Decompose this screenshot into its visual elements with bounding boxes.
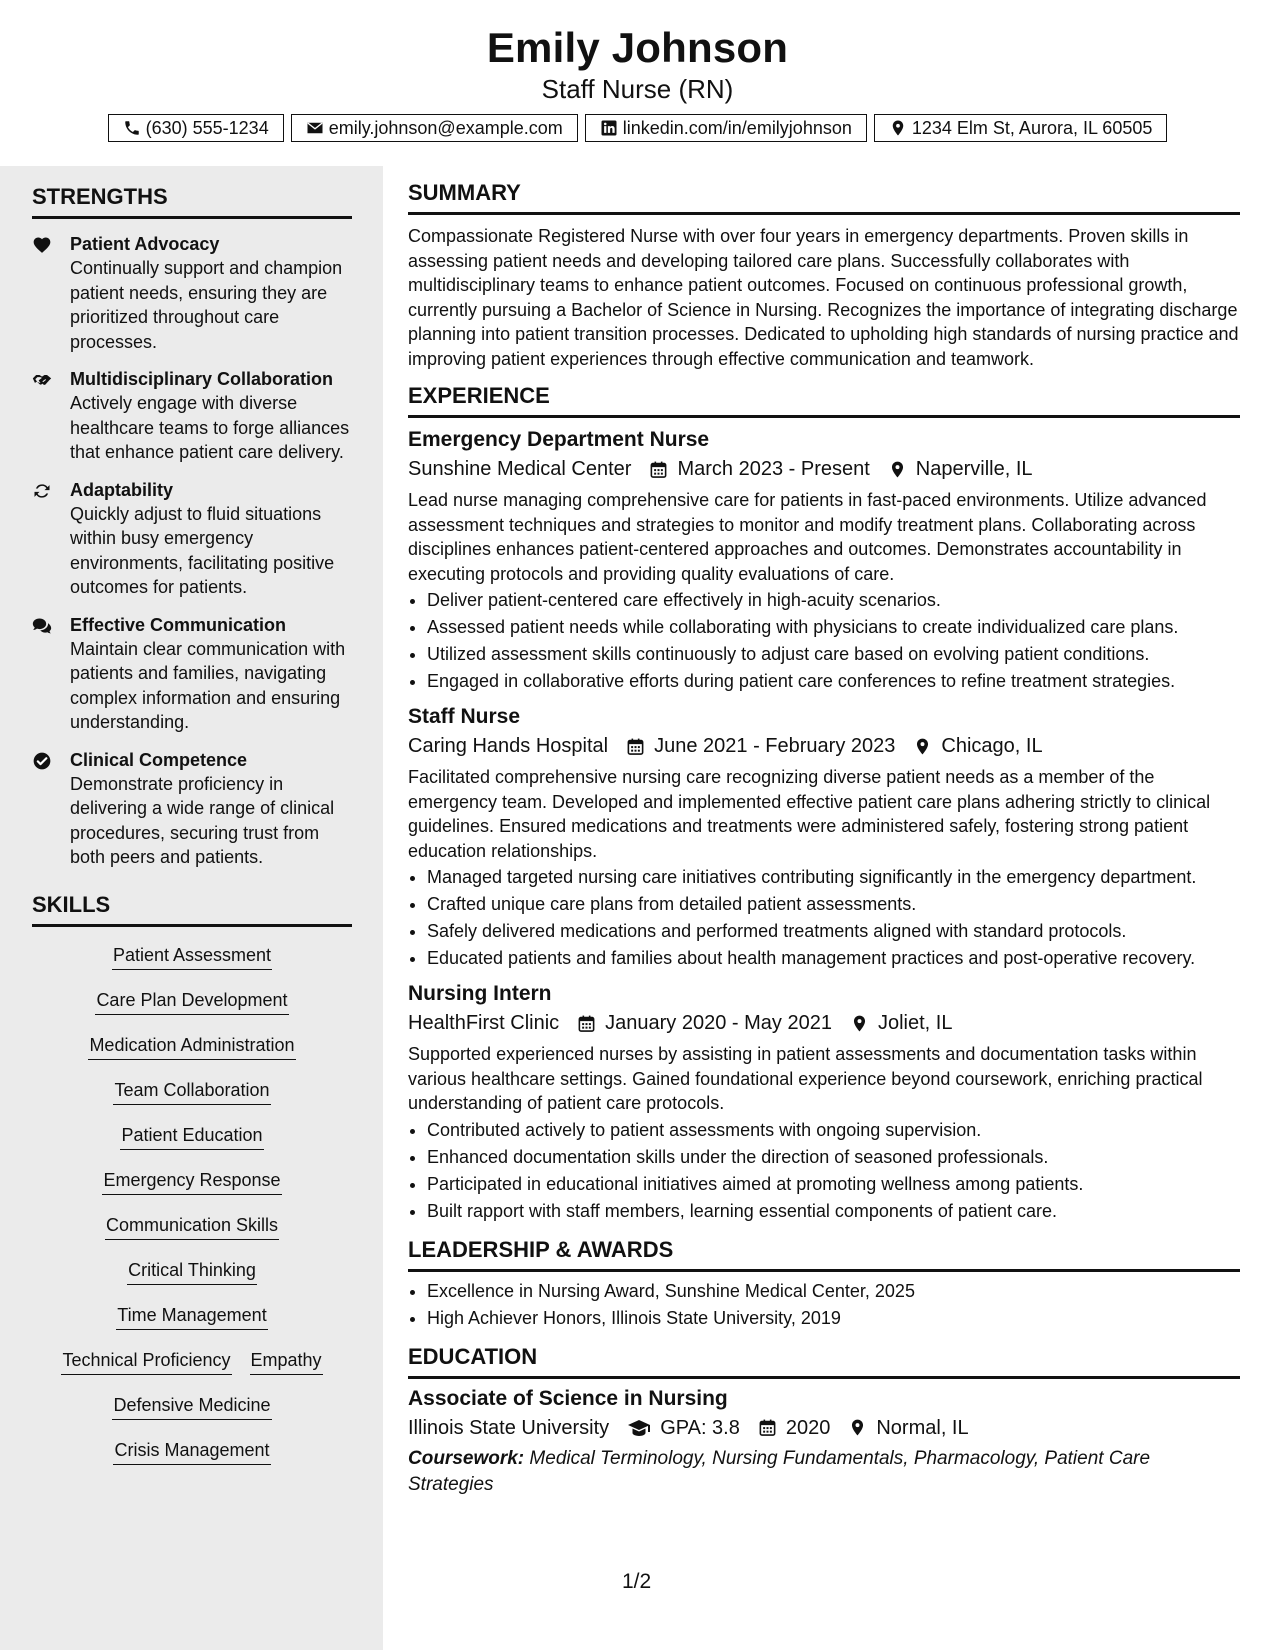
company-name: Sunshine Medical Center (408, 458, 632, 480)
skill-tag: Critical Thinking (127, 1259, 257, 1285)
job-description: Lead nurse managing comprehensive care for patients in fast-paced environments. Utilize advanced assessment techniques and strategies to monitor and modify treatment plans. Collaborating across disciplines enhances patient-centered approaches and outcomes. Demonstrates accountability in executing protocols and providing quality evaluations of care. (408, 490, 1207, 584)
contact-address[interactable] (874, 114, 1168, 142)
main-content (408, 180, 1240, 1510)
company-name: Caring Hands Hospital (408, 735, 609, 757)
strength-desc: Continually support and champion patient needs, ensuring they are prioritized throughout care processes. (70, 258, 343, 352)
job-bullets (408, 864, 1240, 972)
strength-item (32, 613, 352, 735)
skill-tag: Care Plan Development (95, 989, 288, 1015)
education-location: Normal, IL (876, 1416, 969, 1439)
summary-text: Compassionate Registered Nurse with over four years in emergency departments. Proven skills in assessing patient needs and developing tailored care plans. Successfully collaborates with multidisciplinary teams to enhance patient outcomes. Focused on continuous professional growth, currently pursuing a Bachelor of Science in Nursing. Recognizes the importance of integrating discharge planning into patient transition processes. Dedicated to upholding high standards of nursing practice and improving patient experiences through effective communication and teamwork. (408, 226, 1239, 369)
education-year: 2020 (785, 1416, 831, 1439)
candidate-name: Emily Johnson (486, 24, 789, 71)
bullet-item: • Deliver patient-centered care effectively in high-acuity scenarios. (427, 587, 1240, 614)
strength-item (32, 367, 352, 465)
phone-text: (630) 555-1234 (145, 117, 269, 138)
sidebar (0, 166, 383, 1650)
coursework-text: Medical Terminology, Nursing Fundamentals, Pharmacology, Patient Care Strategies (408, 1447, 1151, 1495)
skills-list (32, 935, 352, 1475)
check-circle-icon (32, 751, 52, 771)
job-meta (408, 454, 1240, 484)
bullet-item: • Contributed actively to patient assessments with ongoing supervision. (427, 1117, 1240, 1144)
strengths-heading: STRENGTHS (32, 184, 352, 219)
map-pin-icon (889, 119, 907, 137)
bullet-item: • Enhanced documentation skills under the direction of seasoned professionals. (427, 1144, 1240, 1171)
strength-desc: Quickly adjust to fluid situations within busy emergency environments, facilitating positive outcomes for patients. (70, 503, 335, 597)
skill-tag: Technical Proficiency (61, 1349, 231, 1375)
leadership-heading: LEADERSHIP & AWARDS (408, 1237, 1240, 1272)
skill-tag: Crisis Management (113, 1439, 270, 1465)
awards-list (408, 1278, 1240, 1332)
page-number: 1/2 (622, 1570, 652, 1593)
strength-desc: Actively engage with diverse healthcare teams to forge alliances that enhance patient care delivery. (70, 393, 350, 462)
map-pin-icon (913, 737, 932, 756)
strength-title: Adaptability (70, 479, 174, 500)
job-dates: March 2023 - Present (677, 458, 870, 480)
bullet-item: • Safely delivered medications and performed treatments aligned with standard protocols. (427, 918, 1240, 945)
strength-desc: Demonstrate proficiency in delivering a wide range of clinical procedures, securing trust from both peers and patients. (70, 773, 335, 867)
skill-tag: Patient Assessment (112, 944, 272, 970)
phone-icon (123, 119, 141, 137)
strength-title: Multidisciplinary Collaboration (70, 369, 334, 389)
skill-tag: Team Collaboration (113, 1079, 270, 1105)
sync-icon (32, 481, 52, 501)
skill-tag: Time Management (116, 1304, 267, 1330)
envelope-icon (306, 119, 324, 137)
calendar-icon (626, 737, 645, 756)
job-title: Staff Nurse (408, 705, 521, 728)
skills-heading: SKILLS (32, 892, 352, 927)
strength-item (32, 748, 352, 870)
job-location: Joliet, IL (877, 1012, 953, 1034)
job-location: Chicago, IL (941, 735, 1043, 757)
map-pin-icon (850, 1014, 869, 1033)
skill-tag: Medication Administration (88, 1034, 295, 1060)
summary-heading: SUMMARY (408, 180, 1240, 215)
bullet-item: • Managed targeted nursing care initiatives contributing significantly in the emergency department. (427, 864, 1240, 891)
award-item: • Excellence in Nursing Award, Sunshine Medical Center, 2025 (427, 1278, 1240, 1305)
bullet-item: • Assessed patient needs while collaborating with physicians to create individualized care plans. (427, 614, 1240, 641)
handshake-icon (32, 370, 52, 390)
skill-tag: Defensive Medicine (112, 1394, 271, 1420)
degree-title: Associate of Science in Nursing (408, 1386, 728, 1410)
skill-tag: Patient Education (120, 1124, 263, 1150)
experience-section (408, 383, 1240, 1225)
summary-section (408, 180, 1240, 371)
job-dates: June 2021 - February 2023 (654, 735, 896, 757)
job-title: Nursing Intern (408, 982, 552, 1005)
job-description: Facilitated comprehensive nursing care recognizing diverse patient needs as a member of the emergency team. Developed and implemented effective patient care plans adhering strictly to clinical guidelines. Ensured medications and treatments were administered safely, fostering strong patient education relationships. (408, 767, 1211, 861)
strength-desc: Maintain clear communication with patients and families, navigating complex information and ensuring understanding. (70, 638, 346, 732)
leadership-section (408, 1237, 1240, 1332)
coursework-label: Coursework: (408, 1447, 525, 1469)
job-location: Naperville, IL (915, 458, 1033, 480)
map-pin-icon (848, 1418, 867, 1437)
coursework (408, 1446, 1240, 1498)
skill-tag: Communication Skills (105, 1214, 279, 1240)
bullet-item: • Educated patients and families about health management practices and post-operative recovery. (427, 945, 1240, 972)
bullet-item: • Participated in educational initiatives aimed at promoting wellness among patients. (427, 1171, 1240, 1198)
contact-phone[interactable] (108, 114, 284, 142)
job-entry (408, 426, 1240, 695)
bullet-item: • Built rapport with staff members, learning essential components of patient care. (427, 1198, 1240, 1225)
address-text: 1234 Elm St, Aurora, IL 60505 (911, 117, 1153, 138)
comments-icon (32, 616, 52, 636)
contact-email[interactable] (291, 114, 578, 142)
experience-heading: EXPERIENCE (408, 383, 1240, 418)
map-pin-icon (888, 460, 907, 479)
job-title: Emergency Department Nurse (408, 428, 710, 451)
graduation-cap-icon (627, 1416, 651, 1440)
bullet-item: • Crafted unique care plans from detailed patient assessments. (427, 891, 1240, 918)
company-name: HealthFirst Clinic (408, 1012, 560, 1034)
job-description: Supported experienced nurses by assisting in patient assessments and documentation tasks within various healthcare settings. Gained foundational experience beyond coursework, enriching practical understanding of patient care protocols. (408, 1044, 1203, 1113)
contact-bar (0, 114, 1275, 142)
education-heading: EDUCATION (408, 1344, 1240, 1379)
linkedin-icon (600, 119, 618, 137)
job-dates: January 2020 - May 2021 (605, 1012, 832, 1034)
heart-icon (32, 235, 52, 255)
resume-header (0, 0, 1275, 166)
strength-item (32, 232, 352, 354)
calendar-icon (649, 460, 668, 479)
strength-item (32, 478, 352, 600)
calendar-icon (758, 1418, 777, 1437)
email-text: emily.johnson@example.com (328, 117, 563, 138)
gpa-text: GPA: 3.8 (660, 1416, 740, 1439)
education-meta (408, 1413, 1240, 1443)
contact-linkedin[interactable] (585, 114, 867, 142)
job-meta (408, 731, 1240, 761)
skill-tag: Emergency Response (102, 1169, 281, 1195)
job-bullets (408, 587, 1240, 695)
job-title: Staff Nurse (RN) (541, 74, 734, 104)
education-section (408, 1344, 1240, 1498)
linkedin-text: linkedin.com/in/emilyjohnson (622, 117, 852, 138)
bullet-item: • Engaged in collaborative efforts during patient care conferences to refine treatment strategies. (427, 668, 1240, 695)
strength-title: Patient Advocacy (70, 234, 220, 254)
school-name: Illinois State University (408, 1416, 610, 1439)
job-entry (408, 703, 1240, 972)
award-item: • High Achiever Honors, Illinois State University, 2019 (427, 1305, 1240, 1332)
job-meta (408, 1008, 1240, 1038)
bullet-item: • Utilized assessment skills continuously to adjust care based on evolving patient conditions. (427, 641, 1240, 668)
calendar-icon (577, 1014, 596, 1033)
strength-title: Effective Communication (70, 614, 287, 635)
job-entry (408, 980, 1240, 1225)
strength-title: Clinical Competence (70, 749, 248, 770)
job-bullets (408, 1117, 1240, 1225)
skill-tag: Empathy (250, 1349, 323, 1375)
